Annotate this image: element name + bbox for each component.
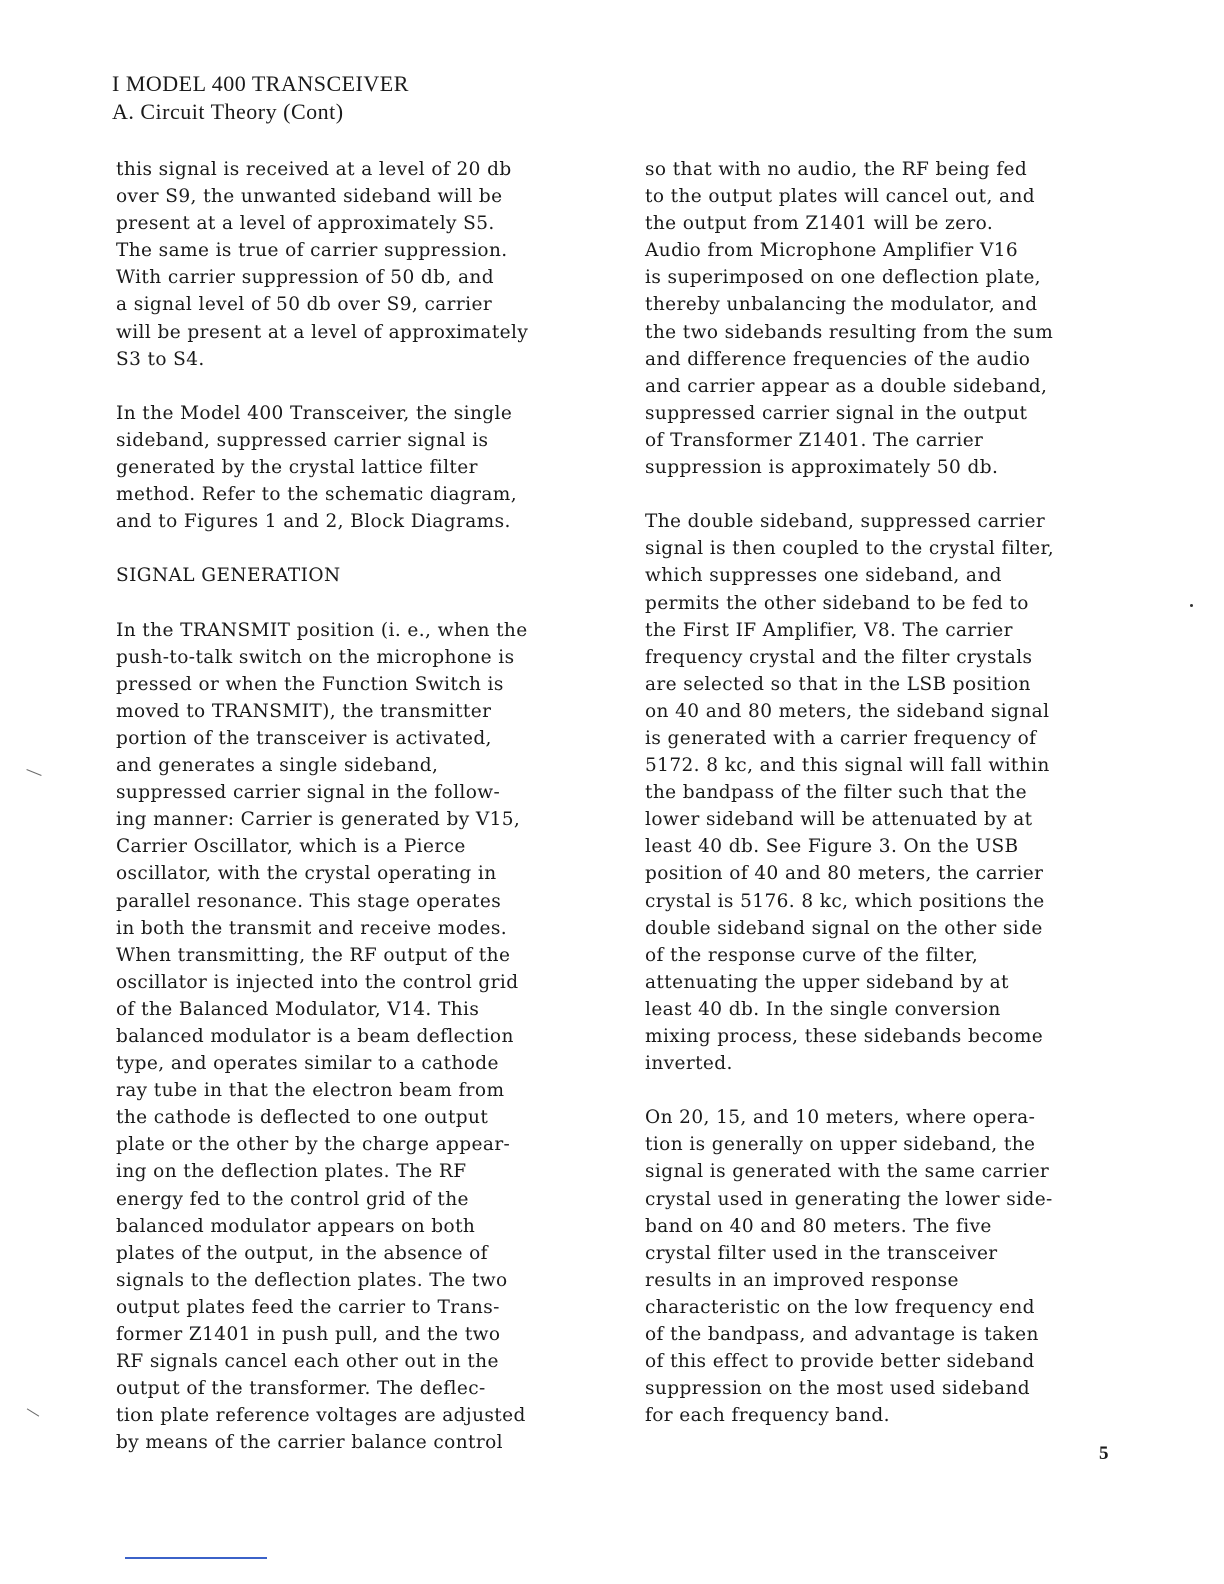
text-line: SIGNAL GENERATION: [116, 565, 341, 587]
text-line: sideband, suppressed carrier signal is: [116, 429, 489, 451]
text-line: On 20, 15, and 10 meters, where opera-: [645, 1107, 1036, 1129]
scan-artifact: [26, 769, 41, 776]
paragraph-gap: [116, 590, 626, 617]
text-line: portion of the transceiver is activated,: [116, 727, 492, 749]
text-line: of the response curve of the filter,: [645, 944, 979, 966]
text-line: the bandpass of the filter such that the: [645, 782, 1027, 804]
text-line: by means of the carrier balance control: [116, 1432, 503, 1454]
text-line: the two sidebands resulting from the sum: [645, 321, 1054, 343]
page-number: 5: [1099, 1443, 1109, 1464]
text-line: S3 to S4.: [116, 348, 205, 370]
text-line: position of 40 and 80 meters, the carrier: [645, 863, 1044, 885]
page-header: [112, 70, 409, 126]
text-line: results in an improved response: [645, 1269, 959, 1291]
text-line: band on 40 and 80 meters. The five: [645, 1215, 992, 1237]
text-line: ray tube in that the electron beam from: [116, 1080, 505, 1102]
text-line: and carrier appear as a double sideband,: [645, 375, 1048, 397]
text-line: 5172. 8 kc, and this signal will fall within: [645, 755, 1050, 777]
text-line: present at a level of approximately S5.: [116, 213, 495, 235]
text-line: lower sideband will be attenuated by at: [645, 809, 1033, 831]
text-line: and generates a single sideband,: [116, 755, 439, 777]
text-line: to the output plates will cancel out, and: [645, 186, 1036, 208]
text-line: plates of the output, in the absence of: [116, 1242, 488, 1264]
text-line: and to Figures 1 and 2, Block Diagrams.: [116, 511, 511, 533]
text-line: energy fed to the control grid of the: [116, 1188, 469, 1210]
text-line: plate or the other by the charge appear-: [116, 1134, 511, 1156]
text-line: frequency crystal and the filter crystals: [645, 646, 1033, 668]
text-line: inverted.: [645, 1053, 733, 1075]
text-line: the First IF Amplifier, V8. The carrier: [645, 619, 1013, 641]
text-line: pressed or when the Function Switch is: [116, 673, 504, 695]
text-line: oscillator, with the crystal operating in: [116, 863, 497, 885]
text-line: The same is true of carrier suppression.: [116, 240, 508, 262]
text-line: suppressed carrier signal in the follow-: [116, 782, 501, 804]
text-line: suppressed carrier signal in the output: [645, 402, 1028, 424]
paragraph-gap: [116, 535, 626, 562]
text-line: which suppresses one sideband, and: [645, 565, 1002, 587]
document-title: I MODEL 400 TRANSCEIVER: [112, 71, 409, 96]
text-line: RF signals cancel each other out in the: [116, 1351, 499, 1373]
text-line: thereby unbalancing the modulator, and: [645, 294, 1038, 316]
text-line: The double sideband, suppressed carrier: [645, 511, 1046, 533]
text-line: suppression is approximately 50 db.: [645, 457, 999, 479]
text-line: signal is generated with the same carrier: [645, 1161, 1050, 1183]
text-line: tion plate reference voltages are adjusted: [116, 1405, 526, 1427]
text-line: parallel resonance. This stage operates: [116, 890, 502, 912]
text-line: least 40 db. See Figure 3. On the USB: [645, 836, 1019, 858]
right-text-column: [645, 156, 1165, 1429]
text-line: former Z1401 in push pull, and the two: [116, 1324, 501, 1346]
text-line: this signal is received at a level of 20 db: [116, 159, 512, 180]
text-line: over S9, the unwanted sideband will be: [116, 186, 503, 208]
text-line: output of the transformer. The deflec-: [116, 1378, 486, 1400]
text-line: is generated with a carrier frequency of: [645, 727, 1037, 749]
text-line: When transmitting, the RF output of the: [116, 944, 511, 966]
text-line: method. Refer to the schematic diagram,: [116, 484, 518, 506]
text-line: signals to the deflection plates. The two: [116, 1269, 508, 1291]
text-line: ing on the deflection plates. The RF: [116, 1161, 467, 1183]
text-line: tion is generally on upper sideband, the: [645, 1134, 1036, 1156]
text-line: balanced modulator is a beam deflection: [116, 1026, 514, 1047]
scan-artifact: [27, 1408, 39, 1416]
text-line: will be present at a level of approximately: [116, 321, 529, 343]
text-line: is superimposed on one deflection plate,: [645, 267, 1041, 289]
left-text-column: [116, 156, 626, 1457]
scan-artifact: [125, 1557, 267, 1559]
text-line: generated by the crystal lattice filter: [116, 457, 478, 479]
text-line: of Transformer Z1401. The carrier: [645, 429, 984, 451]
section-subtitle: A. Circuit Theory (Cont): [112, 99, 344, 124]
text-line: least 40 db. In the single conversion: [645, 998, 1001, 1020]
text-line: suppression on the most used sideband: [645, 1378, 1031, 1400]
text-line: a signal level of 50 db over S9, carrier: [116, 294, 493, 316]
text-line: oscillator is injected into the control grid: [116, 971, 519, 993]
paragraph-gap: [116, 373, 626, 400]
paragraph-gap: [645, 481, 1165, 508]
text-line: crystal is 5176. 8 kc, which positions the: [645, 890, 1045, 912]
text-line: balanced modulator appears on both: [116, 1215, 476, 1237]
text-line: output plates feed the carrier to Trans-: [116, 1296, 500, 1318]
text-line: attenuating the upper sideband by at: [645, 971, 1009, 993]
text-line: Carrier Oscillator, which is a Pierce: [116, 836, 466, 858]
text-line: mixing process, these sidebands become: [645, 1026, 1044, 1047]
text-line: crystal filter used in the transceiver: [645, 1242, 998, 1264]
text-line: ing manner: Carrier is generated by V15,: [116, 809, 521, 831]
text-line: signal is then coupled to the crystal filter,: [645, 538, 1055, 560]
text-line: push-to-talk switch on the microphone is: [116, 646, 515, 668]
text-line: of the Balanced Modulator, V14. This: [116, 998, 480, 1020]
text-line: double sideband signal on the other side: [645, 917, 1043, 939]
text-line: the cathode is deflected to one output: [116, 1107, 489, 1129]
text-line: type, and operates similar to a cathode: [116, 1053, 499, 1075]
text-line: so that with no audio, the RF being fed: [645, 159, 1028, 180]
text-line: With carrier suppression of 50 db, and: [116, 267, 494, 289]
text-line: the output from Z1401 will be zero.: [645, 213, 994, 235]
text-line: are selected so that in the LSB position: [645, 673, 1031, 695]
text-line: moved to TRANSMIT), the transmitter: [116, 700, 492, 722]
text-line: In the TRANSMIT position (i. e., when the: [116, 619, 528, 641]
text-line: of the bandpass, and advantage is taken: [645, 1324, 1039, 1346]
text-line: Audio from Microphone Amplifier V16: [645, 240, 1019, 262]
text-line: on 40 and 80 meters, the sideband signal: [645, 700, 1050, 722]
text-line: in both the transmit and receive modes.: [116, 917, 508, 939]
text-line: crystal used in generating the lower side-: [645, 1188, 1053, 1210]
text-line: permits the other sideband to be fed to: [645, 592, 1029, 614]
text-line: and difference frequencies of the audio: [645, 348, 1031, 370]
text-line: of this effect to provide better sideband: [645, 1351, 1035, 1373]
scan-artifact: [1190, 604, 1193, 607]
paragraph-gap: [645, 1077, 1165, 1104]
text-line: In the Model 400 Transceiver, the single: [116, 402, 513, 424]
text-line: characteristic on the low frequency end: [645, 1296, 1035, 1318]
text-line: for each frequency band.: [645, 1405, 890, 1427]
